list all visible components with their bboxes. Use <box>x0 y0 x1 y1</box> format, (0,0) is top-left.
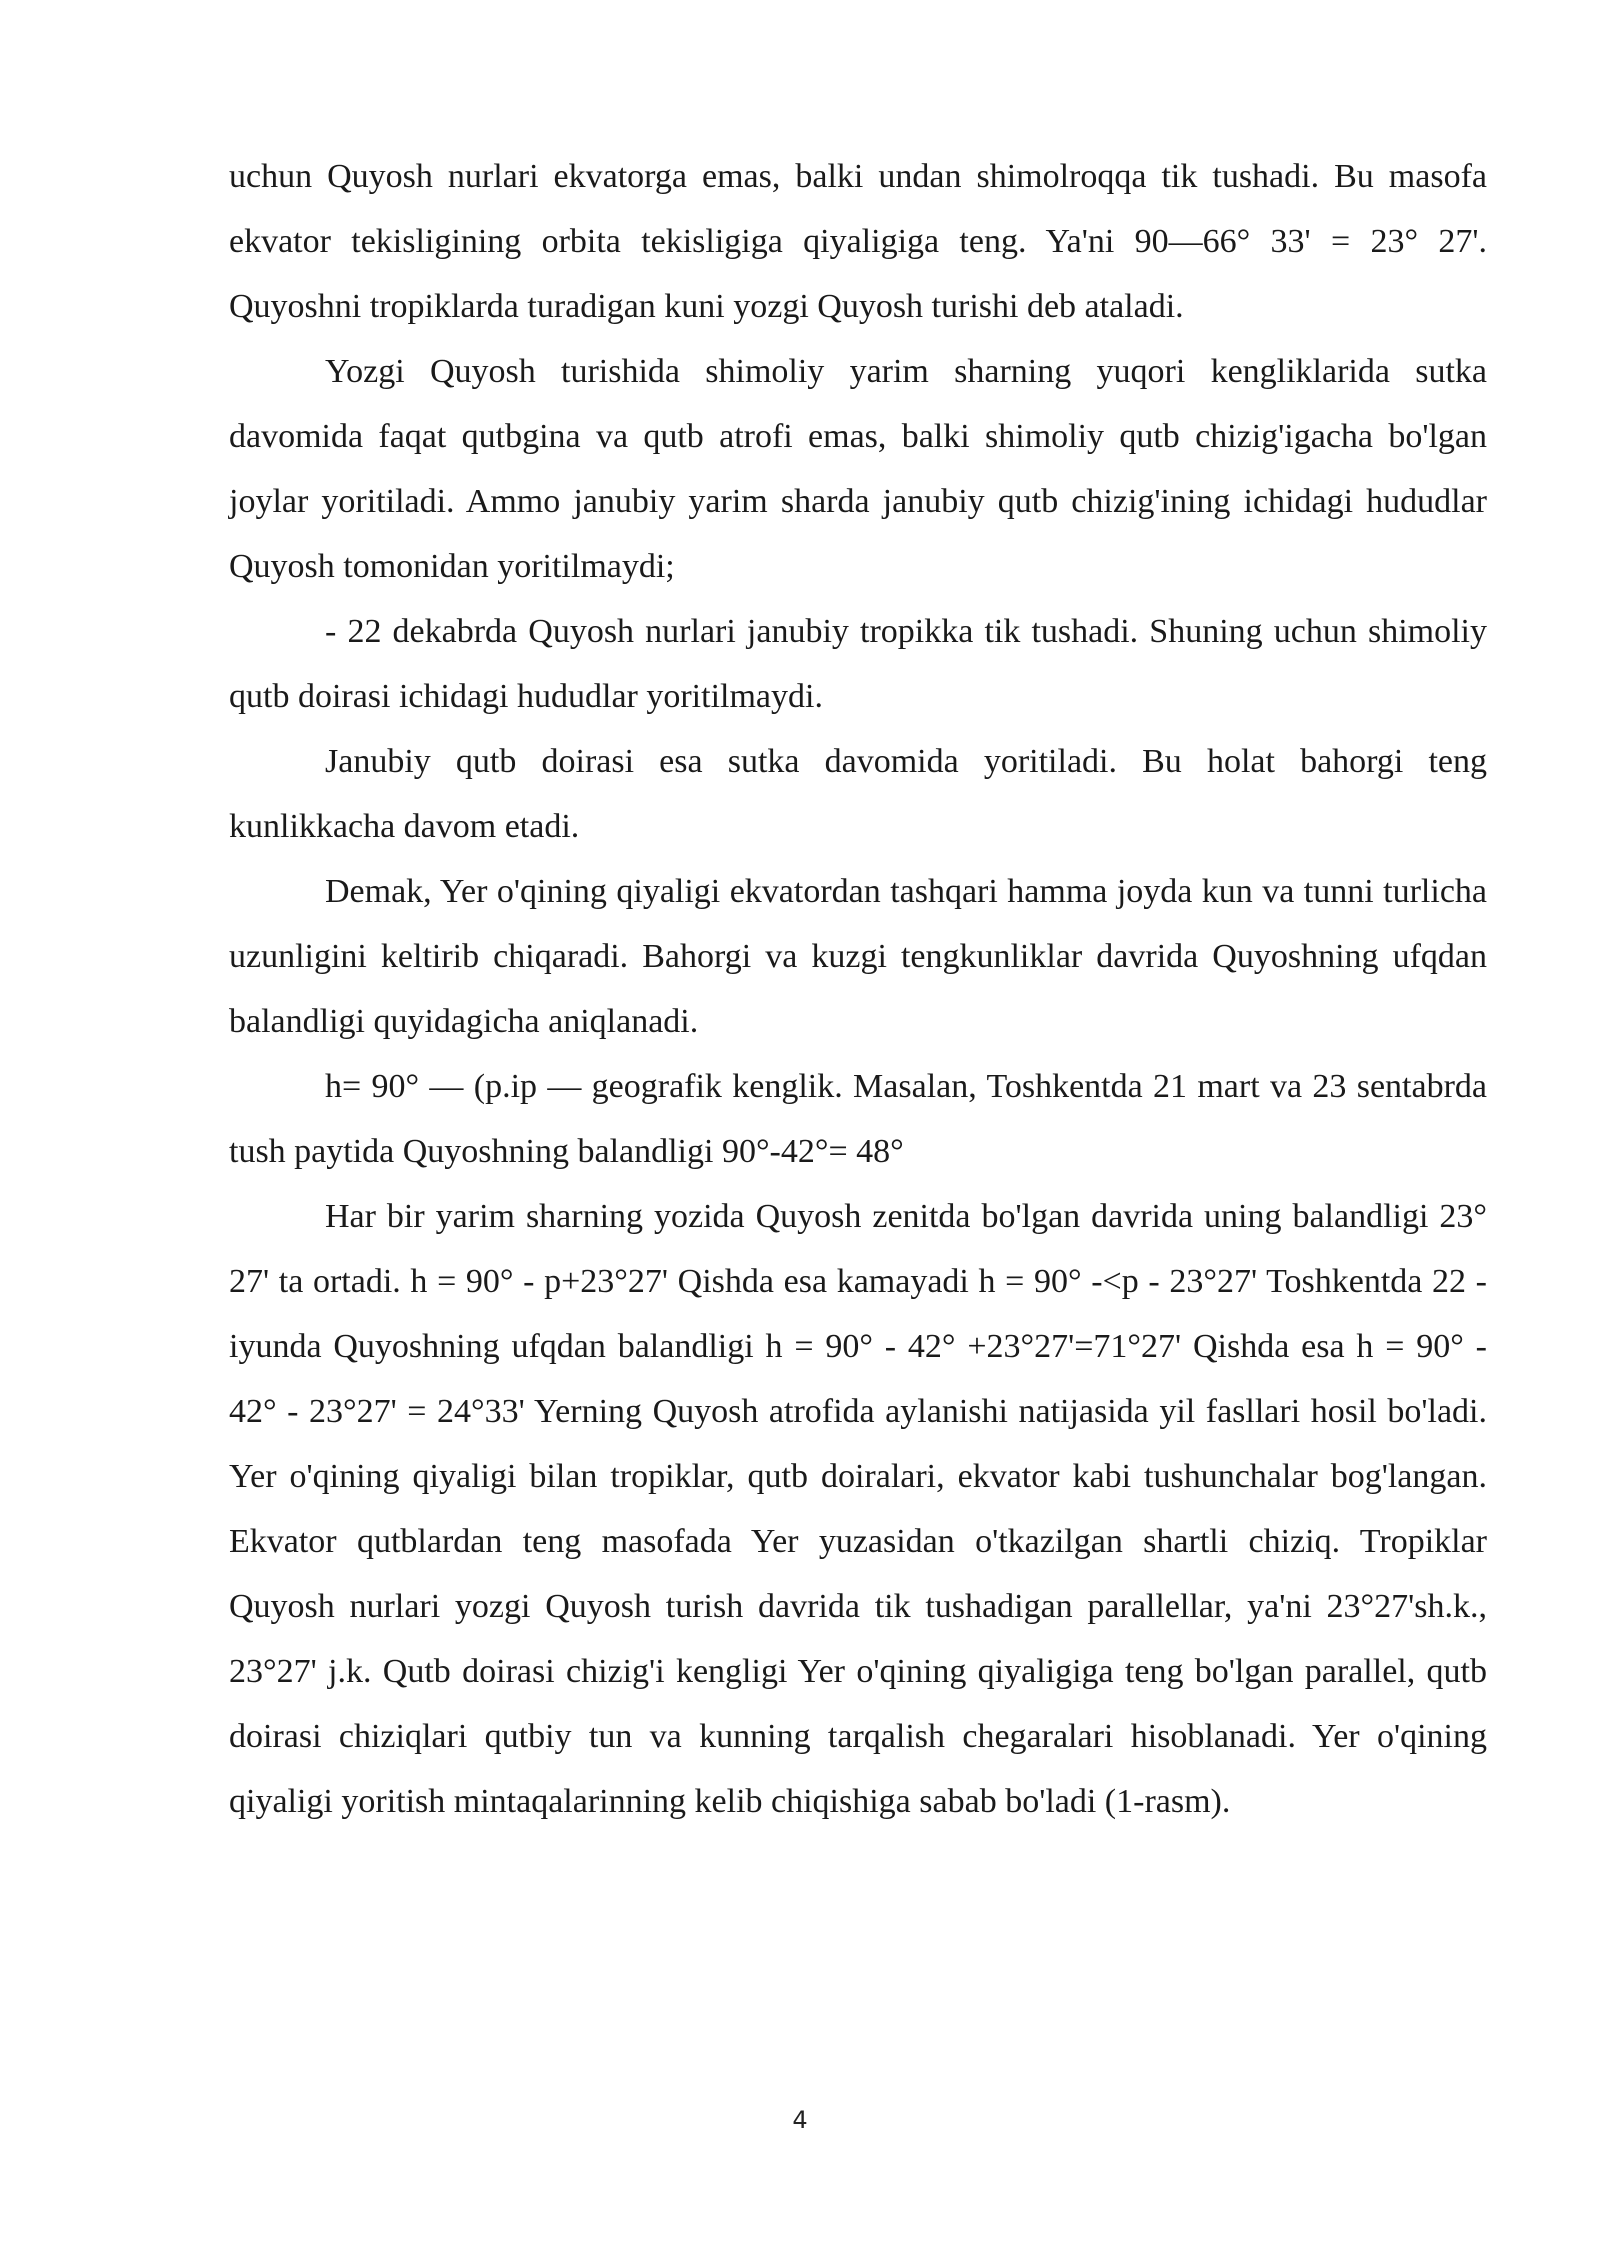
paragraph-2: Yozgi Quyosh turishida shimoliy yarim sharning yuqori kengliklarida sutka davomida faqat qutbgina va qutb atrofi emas, balki shimoliy qutb chizig'igacha bo'lgan joylar yoritiladi. Ammo janubiy yarim sharda janubiy qutb chizig'ining ichidagi hududlar Quyosh tomonidan yoritilmaydi; <box>229 353 1487 585</box>
body-text <box>229 144 1487 1834</box>
paragraph-5: Demak, Yer o'qining qiyaligi ekvatordan tashqari hamma joyda kun va tunni turlicha uzunligini keltirib chiqaradi. Bahorgi va kuzgi tengkunliklar davrida Quyoshning ufqdan balandligi quyidagicha aniqlanadi. <box>229 873 1487 1040</box>
page-number: 4 <box>792 2106 808 2134</box>
paragraph-1: uchun Quyosh nurlari ekvatorga emas, balki undan shimolroqqa tik tushadi. Bu masofa ekvator tekisligining orbita tekisligiga qiyaligiga teng. Ya'ni 90—66° 33' = 23° 27'. Quyoshni tropiklarda turadigan kuni yozgi Quyosh turishi deb ataladi. <box>229 158 1487 325</box>
paragraph-7: Har bir yarim sharning yozida Quyosh zenitda bo'lgan davrida uning balandligi 23° 27' ta ortadi. h = 90° - p+23°27' Qishda esa kamayadi h = 90° -<p - 23°27' Toshkentda 22 - iyunda Quyoshning ufqdan balandligi h = 90° - 42° +23°27'=71°27' Qishda esa h = 90° - 42° - 23°27' = 24°33' Yerning Quyosh atrofida aylanishi natijasida yil fasllari hosil bo'ladi. Yer o'qining qiyaligi bilan tropiklar, qutb doiralari, ekvator kabi tushunchalar bog'langan. Ekvator qutblardan teng masofada Yer yuzasidan o'tkazilgan shartli chiziq. Tropiklar Quyosh nurlari yozgi Quyosh turish davrida tik tushadigan parallellar, ya'ni 23°27'sh.k., 23°27' j.k. Qutb doirasi chizig'i kengligi Yer o'qining qiyaligiga teng bo'lgan parallel, qutb doirasi chiziqlari qutbiy tun va kunning tarqalish chegaralari hisoblanadi. Yer o'qining qiyaligi yoritish mintaqalarinning kelib chiqishiga sabab bo'ladi (1-rasm). <box>229 1198 1487 1820</box>
paragraph-4: Janubiy qutb doirasi esa sutka davomida yoritiladi. Bu holat bahorgi teng kunlikkacha davom etadi. <box>229 743 1487 845</box>
paragraph-3: - 22 dekabrda Quyosh nurlari janubiy tropikka tik tushadi. Shuning uchun shimoliy qutb doirasi ichidagi hududlar yoritilmaydi. <box>229 613 1487 715</box>
paragraph-6: h= 90° — (p.ip — geografik kenglik. Masalan, Toshkentda 21 mart va 23 sentabrda tush paytida Quyoshning balandligi 90°-42°= 48° <box>229 1068 1487 1170</box>
